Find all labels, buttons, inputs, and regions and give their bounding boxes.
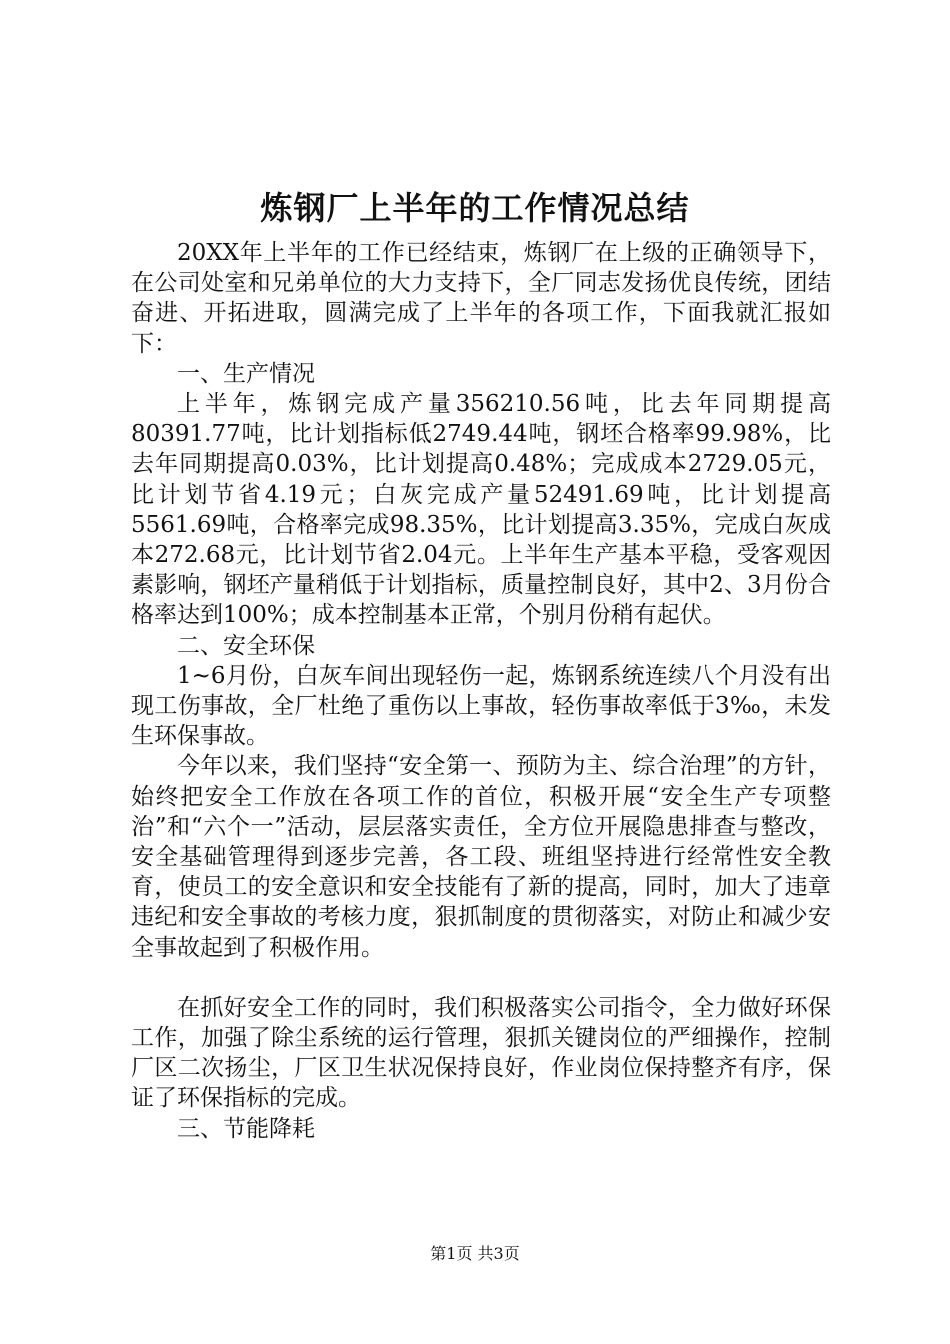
safety-policy-paragraph: 今年以来，我们坚持“安全第一、预防为主、综合治理”的方针，始终把安全工作放在各项工作的首位，积极开展“安全生产专项整治”和“六个一”活动，层层落实责任，全方位开展隐患排查与整改，安全基础管理得到逐步完善，各工段、班组坚持进行经常性安全教育，使员工的安全意识和安全技能有了新的提高，同时，加大了违章违纪和安全事故的考核力度，狠抓制度的贯彻落实，对防止和减少安全事故起到了积极作用。 <box>131 753 831 961</box>
production-paragraph: 上半年，炼钢完成产量356210.56吨，比去年同期提高80391.77吨，比计划指标低2749.44吨，钢坯合格率99.98%，比去年同期提高0.03%，比计划提高0.48%；完成成本2729.05元，比计划节省4.19元；白灰完成产量52491.69吨，比计划提高5561.69吨，合格率完成98.35%，比计划提高3.35%，完成白灰成本272.68元，比计划节省2.04元。上半年生产基本平稳，受客观因素影响，钢坯产量稍低于计划指标，质量控制良好，其中2、3月份合格率达到100%；成本控制基本正常，个别月份稍有起伏。 <box>131 391 831 629</box>
section-heading-energy: 三、节能降耗 <box>177 1115 315 1142</box>
section-heading-production: 一、生产情况 <box>177 360 315 387</box>
section-heading-safety: 二、安全环保 <box>177 632 315 659</box>
safety-paragraph: 1~6月份，白灰车间出现轻伤一起，炼钢系统连续八个月没有出现工伤事故，全厂杜绝了重伤以上事故，轻伤事故率低于3‰，未发生环保事故。 <box>131 662 831 750</box>
document-body <box>131 238 831 1144</box>
environment-paragraph: 在抓好安全工作的同时，我们积极落实公司指令，全力做好环保工作，加强了除尘系统的运行管理，狠抓关键岗位的严细操作，控制厂区二次扬尘，厂区卫生状况保持良好，作业岗位保持整齐有序，保证了环保指标的完成。 <box>131 994 831 1112</box>
intro-paragraph: 20XX年上半年的工作已经结束，炼钢厂在上级的正确领导下，在公司处室和兄弟单位的大力支持下，全厂同志发扬优良传统，团结奋进、开拓进取，圆满完成了上半年的各项工作，下面我就汇报如下： <box>131 240 831 357</box>
page-footer: 第1页 共3页 <box>430 1244 520 1263</box>
document-title: 炼钢厂上半年的工作情况总结 <box>260 189 690 227</box>
